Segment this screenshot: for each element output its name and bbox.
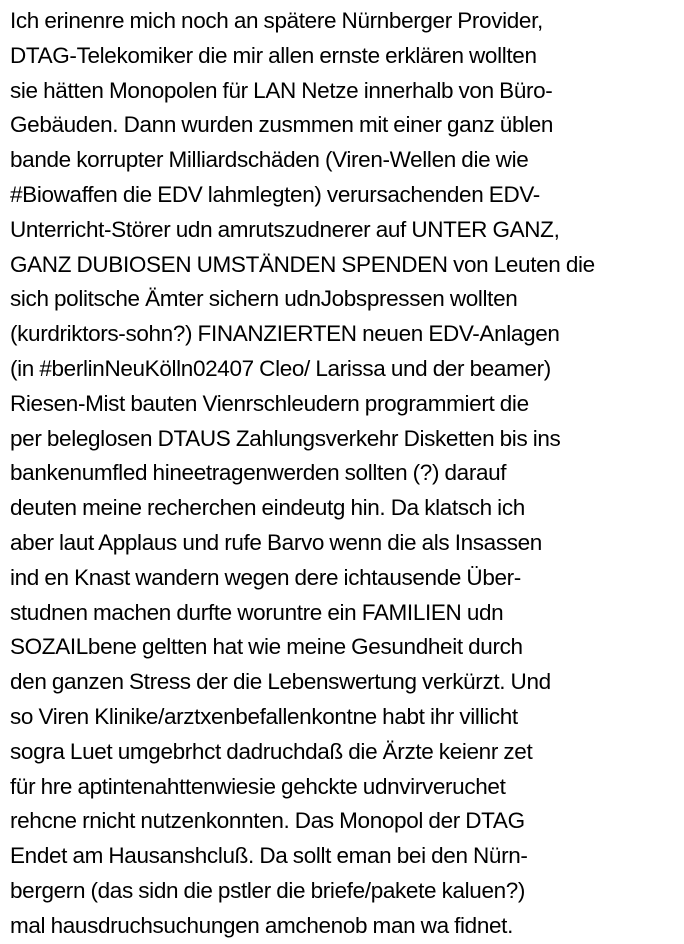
text-line: sich politsche Ämter sichern udnJobspressen wollten (10, 286, 518, 312)
text-line: so Viren Klinike/arztxenbefallenkontne habt ihr villicht (10, 703, 518, 729)
text-line: bankenumfled hineetragenwerden sollten (?) darauf (10, 460, 507, 486)
text-line: Unterricht-Störer udn amrutszudnerer auf UNTER GANZ, (10, 216, 560, 242)
text-line: mal hausdruchsuchungen amchenob man wa fidnet. (10, 912, 513, 938)
text-line: Ich erinenre mich noch an spätere Nürnberger Provider, (10, 8, 543, 33)
text-line: sogra Luet umgebrhct dadruchdaß die Ärzte keienr zet (10, 738, 533, 764)
text-line: rehcne rnicht nutzenkonnten. Das Monopol der DTAG (10, 808, 525, 834)
text-line: ind en Knast wandern wegen dere ichtausende Über- (10, 564, 521, 590)
document-text (10, 4, 684, 944)
text-line: SOZAILbene geltten hat wie meine Gesundheit durch (10, 634, 523, 660)
text-line: deuten meine recherchen eindeutg hin. Da klatsch ich (10, 495, 525, 521)
text-line: aber laut Applaus und rufe Barvo wenn die als Insassen (10, 529, 542, 555)
text-line: GANZ DUBIOSEN UMSTÄNDEN SPENDEN von Leuten die (10, 251, 595, 277)
text-line: studnen machen durfte woruntre ein FAMILIEN udn (10, 599, 504, 625)
text-line: Endet am Hausanshcluß. Da sollt eman bei den Nürn- (10, 843, 528, 869)
text-line: für hre aptintenahttenwiesie gehckte udnvirveruchet (10, 773, 506, 799)
text-line: sie hätten Monopolen für LAN Netze innerhalb von Büro- (10, 77, 553, 103)
text-line: (kurdriktors-sohn?) FINANZIERTEN neuen EDV-Anlagen (10, 321, 560, 347)
text-line: (in #berlinNeuKölln02407 Cleo/ Larissa und der beamer) (10, 355, 551, 381)
text-line: per beleglosen DTAUS Zahlungsverkehr Disketten bis ins (10, 425, 561, 451)
text-line: bande korrupter Milliardschäden (Viren-Wellen die wie (10, 147, 529, 173)
text-line: Gebäuden. Dann wurden zusmmen mit einer ganz üblen (10, 112, 554, 138)
text-line: Riesen-Mist bauten Vienrschleudern programmiert die (10, 390, 529, 416)
text-line: DTAG-Telekomiker die mir allen ernste erklären wollten (10, 42, 537, 68)
text-line: bergern (das sidn die pstler die briefe/pakete kaluen?) (10, 877, 526, 903)
text-line: #Biowaffen die EDV lahmlegten) verursachenden EDV- (10, 181, 540, 207)
text-line: den ganzen Stress der die Lebenswertung verkürzt. Und (10, 669, 551, 695)
